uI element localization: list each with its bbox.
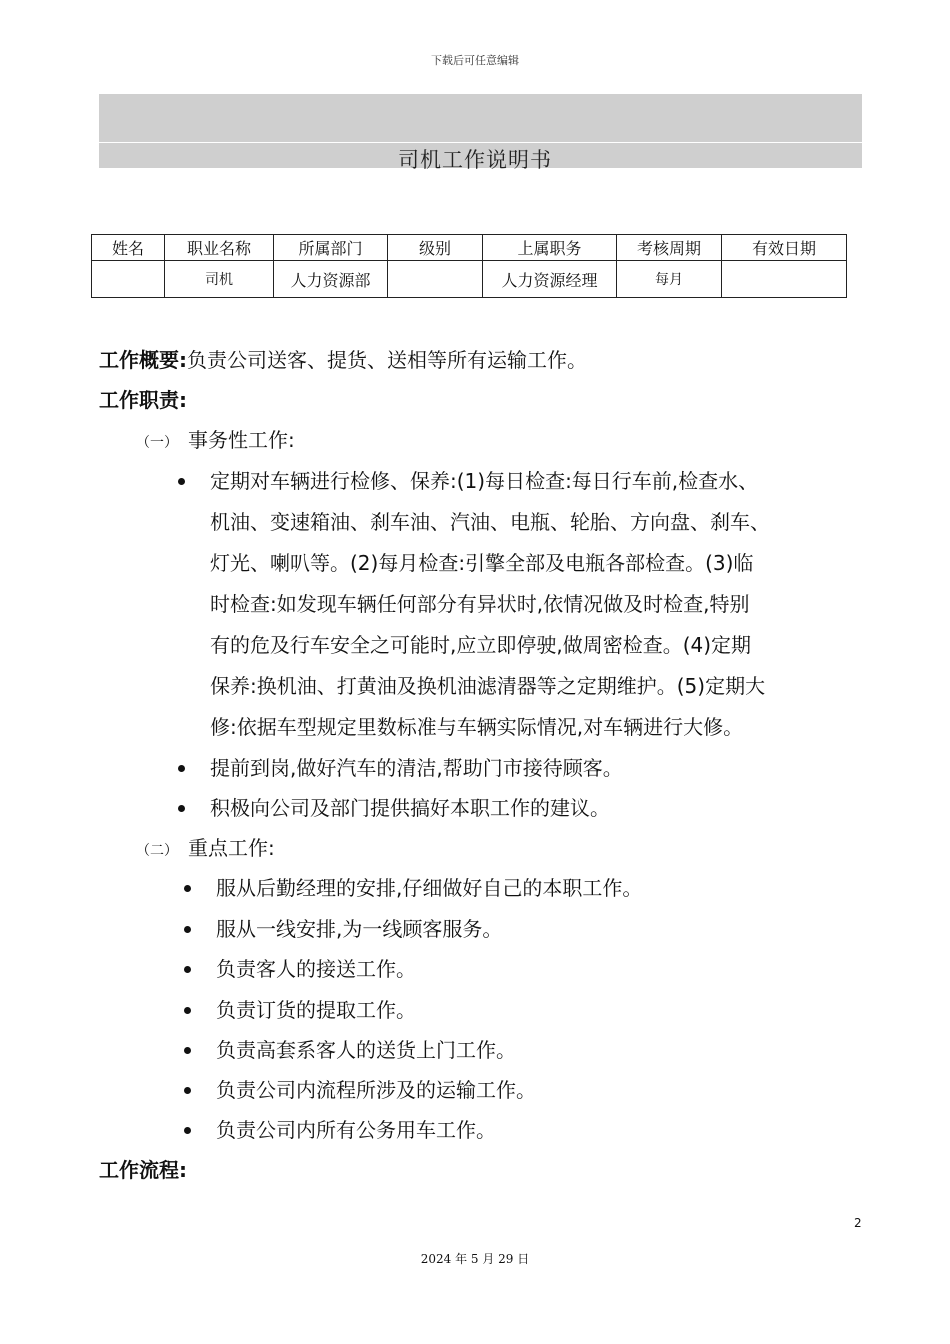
- value-cell-level: [388, 261, 483, 298]
- section2-title: 重点工作:: [188, 836, 275, 860]
- header-cell-position: 职业名称: [165, 235, 274, 261]
- value-cell-superior: 人力资源经理: [483, 261, 617, 298]
- bullet-line: 负责高套系客人的送货上门工作。: [216, 1038, 516, 1062]
- bullet-line: 保养:换机油、打黄油及换机油滤清器等之定期维护。(5)定期大: [210, 674, 766, 698]
- bullet-line: 服从后勤经理的安排,仔细做好自己的本职工作。: [216, 876, 643, 900]
- bullet-dot: [178, 805, 185, 812]
- summary-text: 负责公司送客、提货、送相等所有运输工作。: [187, 348, 587, 372]
- info-table: [91, 234, 847, 298]
- footer-date: 2024 年 5 月 29 日: [420, 1252, 530, 1266]
- info-table-value-row: [92, 261, 847, 298]
- bullet-dot: [184, 926, 191, 933]
- value-cell-cycle: 每月: [617, 261, 722, 298]
- bullet-line: 服从一线安排,为一线顾客服务。: [216, 917, 503, 941]
- page-number: 2: [854, 1216, 862, 1230]
- header-cell-valid-date: 有效日期: [722, 235, 847, 261]
- bullet-line: 负责订货的提取工作。: [216, 998, 416, 1022]
- bullet-dot: [178, 765, 185, 772]
- bullet-dot: [184, 1047, 191, 1054]
- value-cell-name: [92, 261, 165, 298]
- bullet-line: 负责公司内所有公务用车工作。: [216, 1118, 496, 1142]
- header-cell-name: 姓名: [92, 235, 165, 261]
- info-table-header-row: [92, 235, 847, 261]
- bullet-line: 灯光、喇叭等。(2)每月检查:引擎全部及电瓶各部检查。(3)临: [210, 551, 754, 575]
- section2-heading: [136, 828, 275, 871]
- bullet-line: 定期对车辆进行检修、保养:(1)每日检查:每日行车前,检查水、: [210, 469, 759, 493]
- header-note: 下载后可任意编辑: [431, 54, 519, 67]
- value-cell-position: 司机: [165, 261, 274, 298]
- header-cell-level: 级别: [388, 235, 483, 261]
- header-cell-superior: 上属职务: [483, 235, 617, 261]
- flow-heading: 工作流程:: [99, 1158, 187, 1182]
- bullet-dot: [184, 1127, 191, 1134]
- header-cell-department: 所属部门: [274, 235, 388, 261]
- bullet-dot: [178, 478, 185, 485]
- bullet-line: 有的危及行车安全之可能时,应立即停驶,做周密检查。(4)定期: [210, 633, 752, 657]
- header-cell-cycle: 考核周期: [617, 235, 722, 261]
- page-title: 司机工作说明书: [398, 148, 552, 172]
- bullet-line: 机油、变速箱油、刹车油、汽油、电瓶、轮胎、方向盘、刹车、: [210, 510, 770, 534]
- bullet-line: 积极向公司及部门提供搞好本职工作的建议。: [210, 796, 610, 820]
- value-cell-valid-date: [722, 261, 847, 298]
- duties-heading: 工作职责:: [99, 388, 187, 412]
- summary-paragraph: [99, 340, 587, 381]
- bullet-line: 提前到岗,做好汽车的清洁,帮助门市接待顾客。: [210, 756, 623, 780]
- bullet-line: 修:依据车型规定里数标准与车辆实际情况,对车辆进行大修。: [210, 715, 744, 739]
- summary-label: 工作概要:: [99, 348, 187, 372]
- bullet-line: 时检查:如发现车辆任何部分有异状时,依情况做及时检查,特别: [210, 592, 750, 616]
- bullet-dot: [184, 1087, 191, 1094]
- bullet-line: 负责公司内流程所涉及的运输工作。: [216, 1078, 536, 1102]
- bullet-dot: [184, 885, 191, 892]
- section2-number: （二）: [136, 843, 178, 859]
- value-cell-department: 人力资源部: [274, 261, 388, 298]
- section1-number: （一）: [136, 435, 178, 451]
- section1-heading: [136, 420, 295, 463]
- bullet-dot: [184, 1007, 191, 1014]
- bullet-dot: [184, 966, 191, 973]
- bullet-line: 负责客人的接送工作。: [216, 957, 416, 981]
- section1-title: 事务性工作:: [188, 428, 295, 452]
